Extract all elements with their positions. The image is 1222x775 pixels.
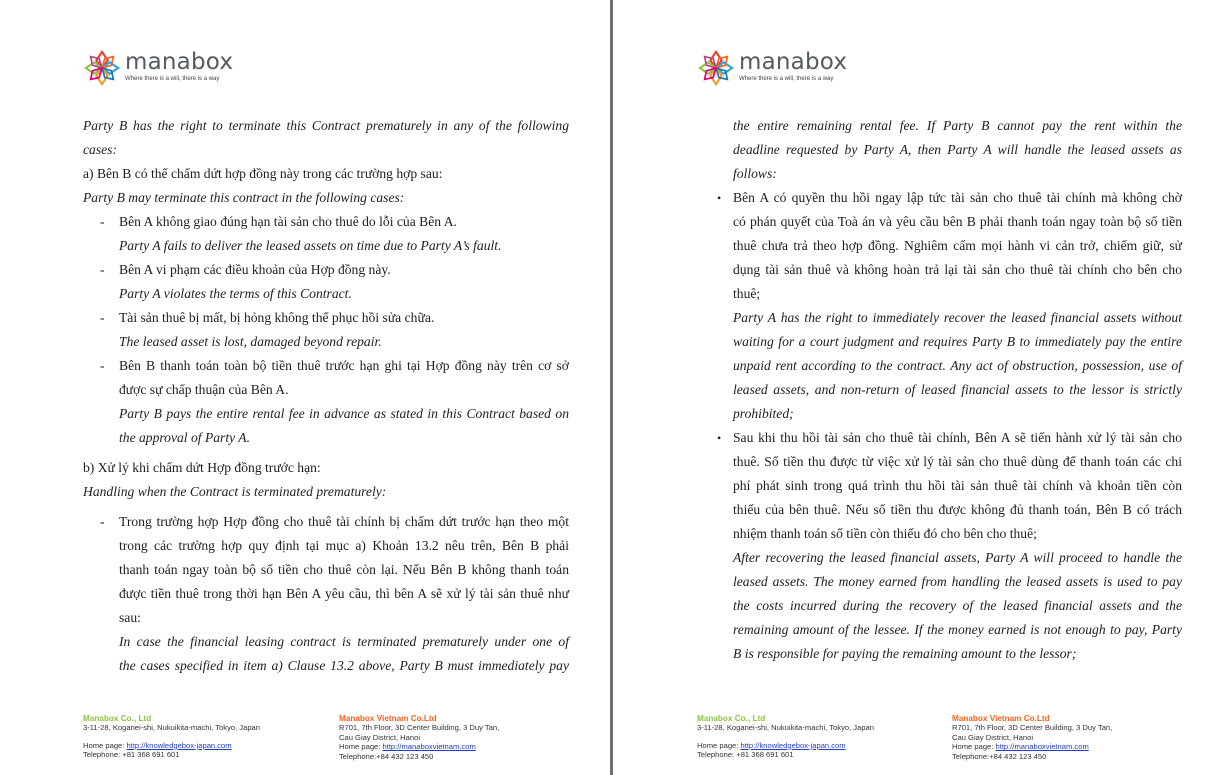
homepage-link[interactable]: http://manaboxvietnam.com <box>382 742 476 752</box>
footer-japan: Manabox Co., Ltd 3-11-28, Koganei-shi, Nukuikita-machi, Tokyo, Japan Home page: http://knowledgebox-japan.com Telephone: +81 368 691 601 <box>83 714 260 760</box>
logo-tagline: Where there is a will, there is a way <box>125 76 220 82</box>
company-telephone: Telephone: +81 368 691 601 <box>697 750 794 760</box>
page-body <box>717 114 1182 666</box>
footer-vietnam: Manabox Vietnam Co.Ltd R701, 7th Floor, 3D Center Building, 3 Duy Tan, Cau Giay District, Hanoi Home page: http://manaboxvietnam.com Telephone:+84 432 123 450 <box>339 714 500 761</box>
manabox-logo <box>83 49 233 87</box>
document-page-left <box>0 0 610 775</box>
logo-tagline: Where there is a will, there is a way <box>739 76 834 82</box>
page-body <box>83 114 569 678</box>
paragraph-line: cases: <box>83 142 117 157</box>
company-name: Manabox Co., Ltd <box>83 714 152 723</box>
footer-japan: Manabox Co., Ltd 3-11-28, Koganei-shi, Nukuikita-machi, Tokyo, Japan Home page: http://knowledgebox-japan.com Telephone: +81 368 691 601 <box>697 714 874 760</box>
company-address: R701, 7th Floor, 3D Center Building, 3 Duy Tan, <box>339 723 500 733</box>
paragraph-line: follows: <box>733 166 777 181</box>
list-item: - Bên A không giao đúng hạn tài sản cho thuê do lỗi của Bên A. Party A fails to deliver the leased assets on time due to Party A’s fault. <box>100 214 502 253</box>
paragraph-line: deadline requested by Party A, then Party A will handle the leased assets as <box>733 142 1182 157</box>
bullet-icon: • <box>717 191 722 205</box>
company-address: 3-11-28, Koganei-shi, Nukuikita-machi, Tokyo, Japan <box>697 723 874 733</box>
list-item: - Tài sản thuê bị mất, bị hỏng không thể phục hồi sửa chữa. The leased asset is lost, damaged beyond repair. <box>100 310 435 349</box>
clause-heading-vi: b) Xử lý khi chấm dứt Hợp đồng trước hạn: <box>83 460 321 475</box>
company-address: R701, 7th Floor, 3D Center Building, 3 Duy Tan, <box>952 723 1113 733</box>
bullet-icon: • <box>717 431 722 445</box>
clause-heading-vi: a) Bên B có thể chấm dứt hợp đồng này trong các trường hợp sau: <box>83 166 443 181</box>
company-telephone: Telephone:+84 432 123 450 <box>952 751 1047 761</box>
manabox-logo <box>697 49 847 87</box>
homepage-link[interactable]: http://knowledgebox-japan.com <box>740 740 846 750</box>
manabox-flower-icon <box>83 49 121 87</box>
list-item: - Bên A vi phạm các điều khoản của Hợp đồng này. Party A violates the terms of this Contract. <box>100 262 391 301</box>
document-page-right <box>613 0 1222 775</box>
homepage-link[interactable]: http://manaboxvietnam.com <box>995 742 1089 752</box>
footer-vietnam: Manabox Vietnam Co.Ltd R701, 7th Floor, 3D Center Building, 3 Duy Tan, Cau Giay District, Hanoi Home page: http://manaboxvietnam.com Telephone:+84 432 123 450 <box>952 714 1113 761</box>
list-item: - Trong trường hợp Hợp đồng cho thuê tài chính bị chấm dứt trước hạn theo một trong các trường hợp quy định tại mục a) Khoản 13.2 nêu trên, Bên B phải thanh toán ngay toàn bộ số tiền cho thuê còn lại. Nếu Bên B không thanh toán được tiền thuê trong thời hạn Bên A yêu cầu, thì bên A sẽ xử lý tài sản thuê như sau: In case the financial leasing contract is terminated prematurely under one of the cases specified in item a) Clause 13.2 above, Party B must immediately pay <box>100 514 569 673</box>
company-address: Cau Giay District, Hanoi <box>339 732 421 742</box>
manabox-flower-icon <box>697 49 735 87</box>
company-telephone: Telephone: +81 368 691 601 <box>83 750 180 760</box>
paragraph-line: the entire remaining rental fee. If Party B cannot pay the rent within the <box>733 118 1182 133</box>
company-telephone: Telephone:+84 432 123 450 <box>339 751 434 761</box>
bullet-item: • Sau khi thu hồi tài sản cho thuê tài chính, Bên A sẽ tiến hành xử lý tài sản cho thuê. Số tiền thu được từ việc xử lý tài sản cho thuê dùng để thanh toán các chi phí phát sinh trong quá trình thu hồi tài sản thuê tài chính và khoản tiền còn thiếu của bên thuê. Nếu số tiền thu được không đủ thanh toán, Bên B có trách nhiệm thanh toán số tiền còn thiếu đó cho bên cho thuê; After recovering the leased financial assets, Party A will proceed to handle the leased assets. The money earned from handling the leased assets is used to pay the costs incurred during the recovery of the leased financial assets and the remaining amount of the lessee. If the money earned is not enough to pay, Party B is responsible for paying the remaining amount to the lessor; <box>733 426 1182 666</box>
company-name: Manabox Co., Ltd <box>697 714 766 723</box>
paragraph-line: Party B has the right to terminate this Contract prematurely in any of the following <box>83 118 569 133</box>
company-address: 3-11-28, Koganei-shi, Nukuikita-machi, Tokyo, Japan <box>83 723 260 733</box>
logo-brand-name: manabox <box>739 49 848 75</box>
company-name: Manabox Vietnam Co.Ltd <box>952 714 1050 723</box>
clause-heading-en: Handling when the Contract is terminated prematurely: <box>83 484 387 499</box>
list-item: - Bên B thanh toán toàn bộ tiền thuê trước hạn ghi tại Hợp đồng này trên cơ sở được sự chấp thuận của Bên A. Party B pays the entire rental fee in advance as stated in this Contract based on the approval of Party A. <box>100 358 569 445</box>
homepage-link[interactable]: http://knowledgebox-japan.com <box>126 740 232 750</box>
company-address: Cau Giay District, Hanoi <box>952 732 1034 742</box>
logo-brand-name: manabox <box>125 49 234 75</box>
company-name: Manabox Vietnam Co.Ltd <box>339 714 437 723</box>
bullet-item: • Bên A có quyền thu hồi ngay lập tức tài sản cho thuê tài chính mà không chờ có phán quyết của Toà án và yêu cầu bên B phải thanh toán ngay toàn bộ số tiền thuê chưa trả theo hợp đồng. Nghiêm cấm mọi hành vi cản trở, chiếm giữ, sử dụng tài sản thuê và không hoàn trả lại tài sản cho thuê tài chính cho bên cho thuê; Party A has the right to immediately recover the leased financial assets without waiting for a court judgment and requires Party B to immediately pay the entire unpaid rent according to the contract. Any act of obstruction, possession, use of leased assets, and non-return of leased financial assets to the lessor is strictly prohibited; <box>733 186 1182 426</box>
clause-heading-en: Party B may terminate this contract in the following cases: <box>83 190 405 205</box>
